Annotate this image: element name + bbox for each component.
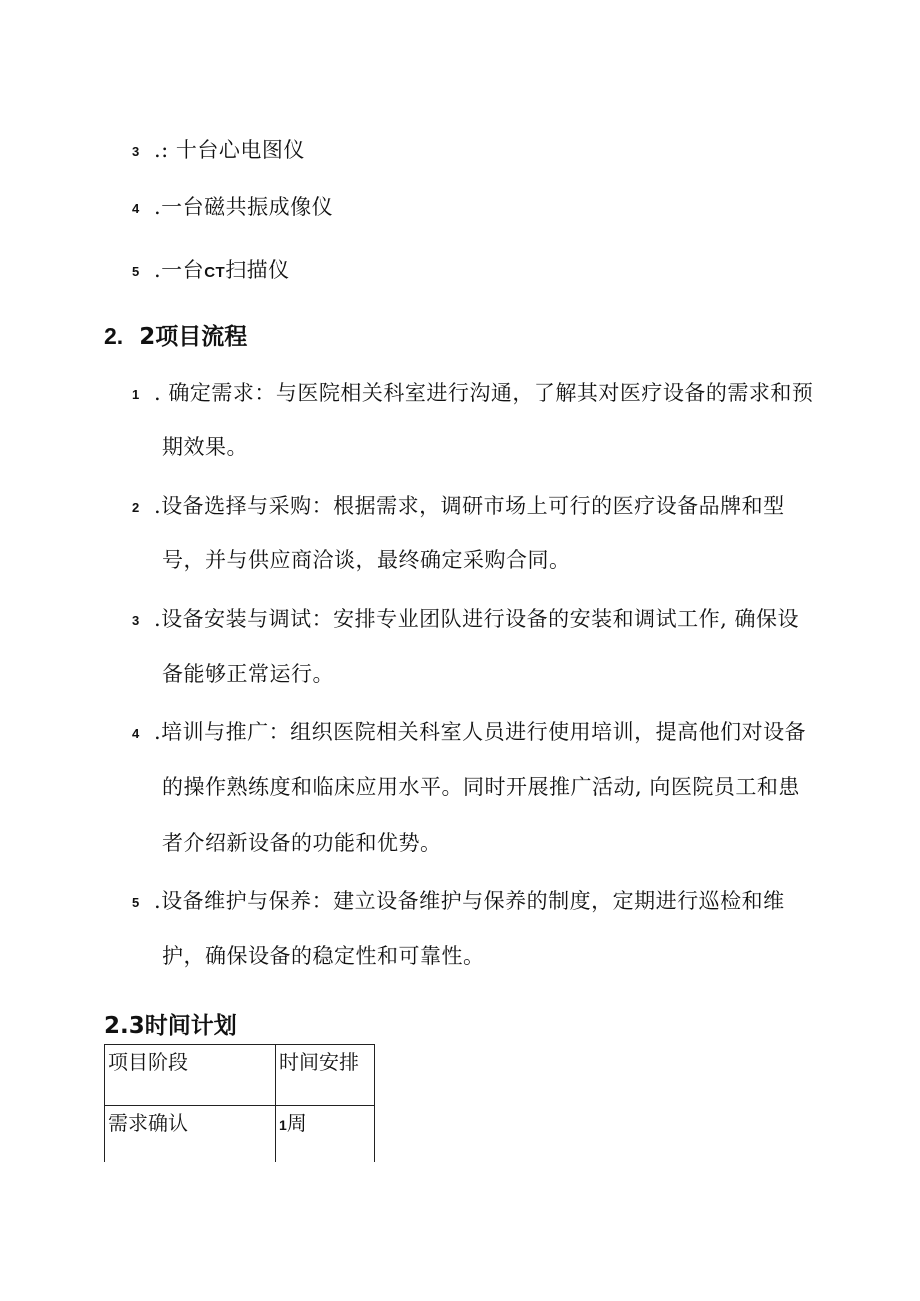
process-item-5-cont: 护，确保设备的稳定性和可靠性。 — [162, 944, 485, 968]
process-item-1 — [132, 378, 813, 410]
list-number: 4 — [132, 200, 140, 216]
ct-abbreviation: CT — [204, 264, 226, 281]
list-number: 1 — [132, 386, 140, 402]
list-number: 2 — [132, 499, 140, 515]
table-header-row — [105, 1045, 375, 1106]
table-cell-phase: 需求确认 — [105, 1106, 276, 1163]
section-heading-2-2 — [104, 320, 247, 353]
section-heading-2-3: 2.3时间计划 — [104, 1013, 237, 1039]
process-item-1-cont: 期效果。 — [162, 435, 248, 459]
process-item-4-cont1: 的操作熟练度和临床应用水平。同时开展推广活动, 向医院员工和患 — [162, 775, 800, 799]
process-item-2 — [132, 491, 785, 523]
equipment-text: .: 十台心电图仪 — [154, 138, 305, 162]
process-text-line1: .培训与推广：组织医院相关科室人员进行使用培训，提高他们对设备 — [154, 720, 807, 744]
equipment-item-3 — [132, 135, 305, 167]
process-item-3 — [132, 604, 799, 636]
process-text-line1: . 确定需求：与医院相关科室进行沟通，了解其对医疗设备的需求和预 — [154, 381, 814, 405]
time-number: 1 — [279, 1117, 287, 1133]
heading-text: 2项目流程 — [139, 324, 248, 350]
list-number: 5 — [132, 894, 140, 910]
equipment-item-5 — [132, 255, 290, 288]
list-number: 3 — [132, 143, 140, 159]
process-item-2-cont: 号，并与供应商洽谈，最终确定采购合同。 — [162, 548, 571, 572]
process-item-4 — [132, 717, 806, 749]
equipment-text-after: 扫描仪 — [225, 258, 290, 282]
process-item-4-cont2: 者介绍新设备的功能和优势。 — [162, 831, 442, 855]
time-plan-table — [104, 1044, 375, 1162]
table-cell-time — [276, 1106, 375, 1163]
process-item-3-cont: 备能够正常运行。 — [162, 662, 334, 686]
time-unit: 周 — [286, 1111, 307, 1135]
list-number: 5 — [132, 263, 140, 279]
table-header-cell: 时间安排 — [276, 1045, 375, 1106]
process-text-line1: .设备选择与采购：根据需求，调研市场上可行的医疗设备品牌和型 — [154, 494, 785, 518]
equipment-item-4 — [132, 192, 333, 224]
heading-number: 2. — [104, 323, 124, 349]
process-text-line1: .设备维护与保养：建立设备维护与保养的制度，定期进行巡检和维 — [154, 889, 785, 913]
process-text-line1: .设备安装与调试：安排专业团队进行设备的安装和调试工作, 确保设 — [154, 607, 800, 631]
list-number: 4 — [132, 725, 140, 741]
equipment-text: .一台磁共振成像仪 — [154, 195, 334, 219]
equipment-text-before: .一台 — [154, 258, 205, 282]
table-row — [105, 1106, 375, 1163]
process-item-5 — [132, 886, 785, 918]
table-header-cell: 项目阶段 — [105, 1045, 276, 1106]
list-number: 3 — [132, 612, 140, 628]
